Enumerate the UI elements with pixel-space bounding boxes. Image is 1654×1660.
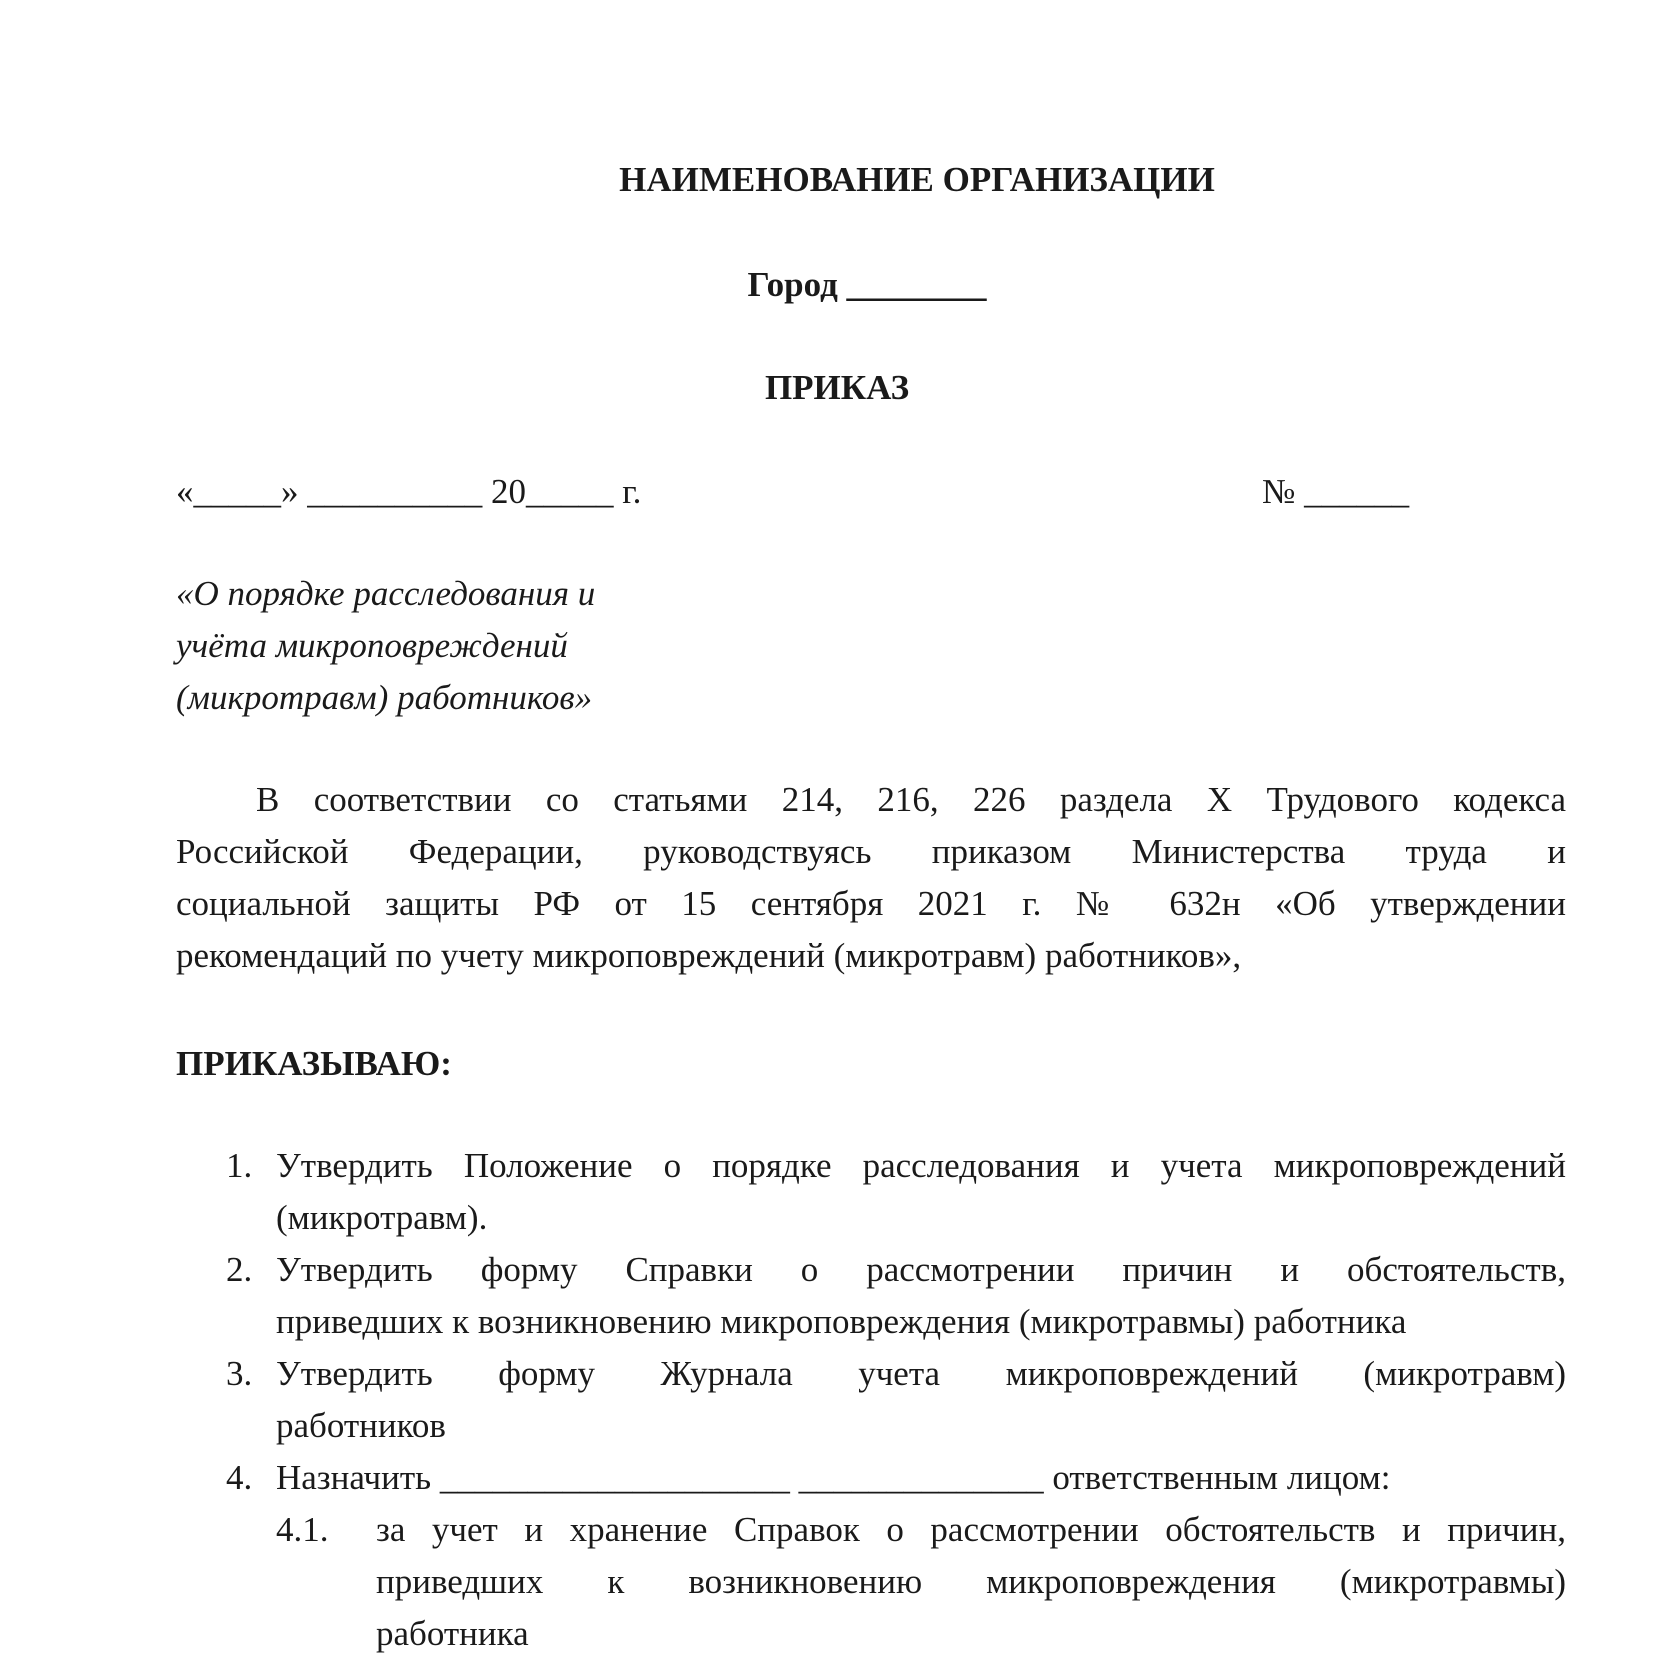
order-number-field: № ______: [1262, 472, 1410, 511]
orders-list: [176, 1140, 1566, 1660]
list-item: [176, 1348, 1566, 1452]
list-item-number: 1.: [226, 1146, 253, 1185]
document-type-title: ПРИКАЗ: [764, 368, 910, 407]
list-subitem-line: приведших к возникновению микроповреждения (микротравмы): [376, 1562, 1566, 1601]
preamble-line: социальной защиты РФ от 15 сентября 2021 г. № 632н «Об утверждении: [176, 884, 1566, 923]
preamble-paragraph: [176, 774, 1566, 982]
order-subject: [176, 568, 736, 724]
orders-heading: ПРИКАЗЫВАЮ:: [176, 1044, 452, 1083]
list-item-line: Назначить ____________________ ______________ ответственным лицом:: [276, 1458, 1391, 1497]
list-item-line: Утвердить форму Справки о рассмотрении причин и обстоятельств,: [276, 1250, 1566, 1289]
subject-line: учёта микроповреждений: [176, 626, 568, 665]
preamble-line: Российской Федерации, руководствуясь приказом Министерства труда и: [176, 832, 1566, 871]
list-subitem-number: 4.1.: [276, 1510, 329, 1549]
list-item-line: (микротравм).: [276, 1198, 488, 1237]
list-subitem-line: работника: [376, 1614, 529, 1653]
list-item: [176, 1140, 1566, 1244]
city-line: Город ________: [747, 265, 987, 304]
list-item-number: 4.: [226, 1458, 253, 1497]
list-item-line: работников: [276, 1406, 446, 1445]
list-subitem-line: за учет и хранение Справок о рассмотрении обстоятельств и причин,: [376, 1510, 1566, 1549]
list-item-number: 3.: [226, 1354, 253, 1393]
list-item: [176, 1244, 1566, 1348]
subject-line: «О порядке расследования и: [176, 574, 596, 613]
subject-line: (микротравм) работников»: [176, 678, 593, 717]
list-item-line: Утвердить Положение о порядке расследования и учета микроповреждений: [276, 1146, 1566, 1185]
organization-name: НАИМЕНОВАНИЕ ОРГАНИЗАЦИИ: [619, 160, 1215, 199]
list-item-number: 2.: [226, 1250, 253, 1289]
order-date-field: «_____» __________ 20_____ г.: [176, 472, 642, 511]
list-subitem: [176, 1504, 1566, 1660]
list-item-line: приведших к возникновению микроповреждения (микротравмы) работника: [276, 1302, 1407, 1341]
list-item: [176, 1452, 1566, 1504]
preamble-line: рекомендаций по учету микроповреждений (микротравм) работников»,: [176, 936, 1242, 975]
preamble-line: В соответствии со статьями 214, 216, 226 раздела X Трудового кодекса: [256, 780, 1566, 819]
list-item-line: Утвердить форму Журнала учета микроповреждений (микротравм): [276, 1354, 1566, 1393]
